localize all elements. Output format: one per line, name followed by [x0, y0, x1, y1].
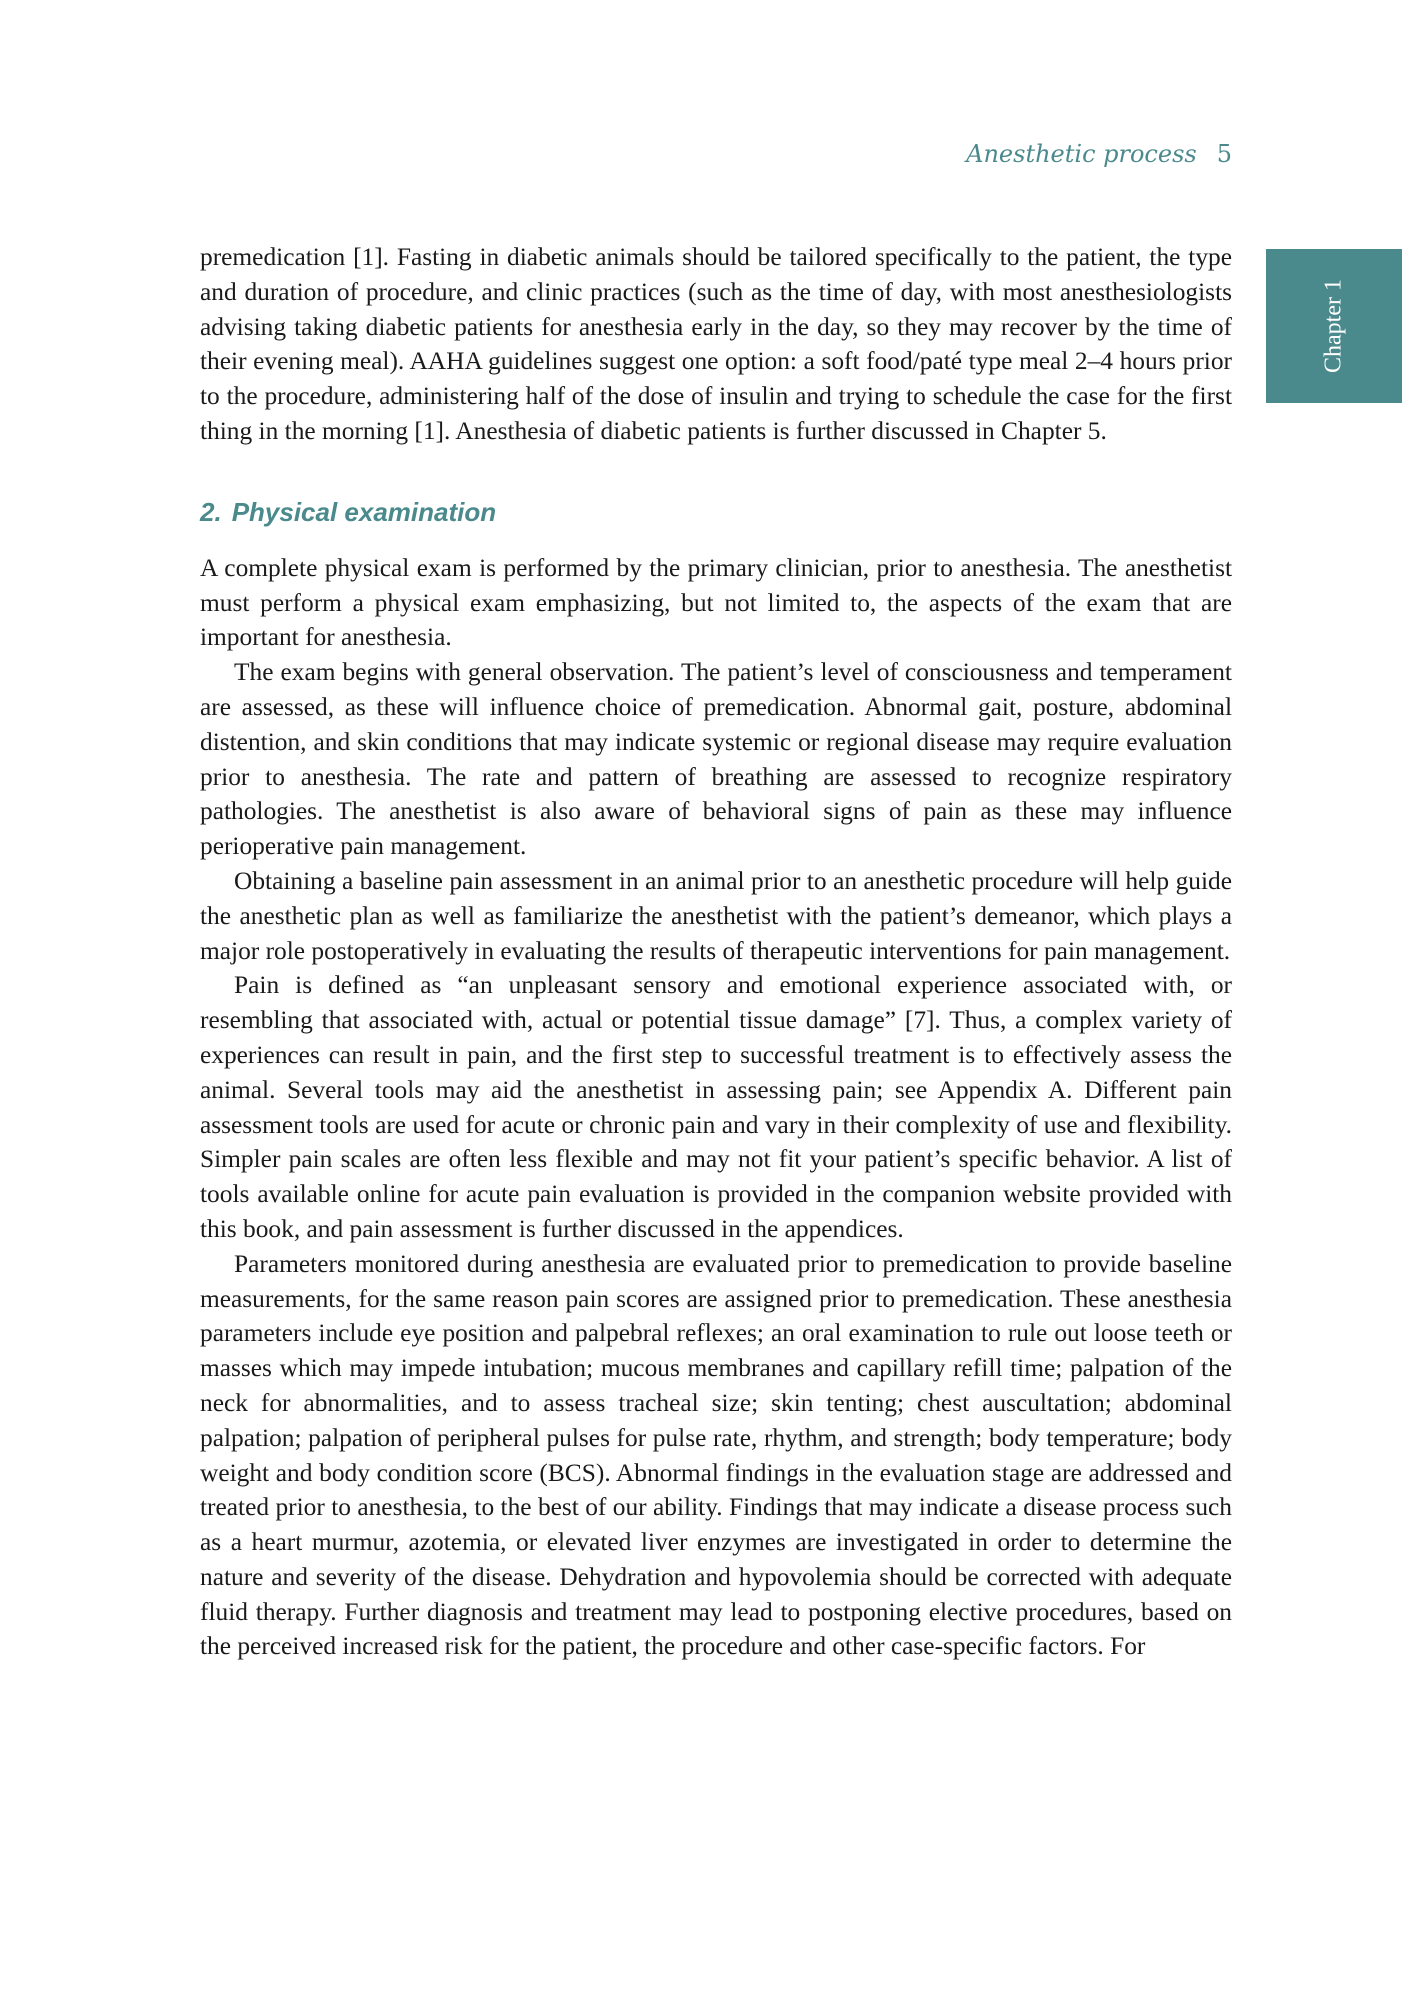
- chapter-tab: [1266, 249, 1402, 403]
- paragraph-pain-definition: Pain is defined as “an unpleasant sensory and emotional experience associated with, or resembling that associated with, actual or potential tissue damage” [7]. Thus, a complex variety of experiences can result in pain, and the first step to successful treatment is to effectively assess the animal. Several tools may aid the anesthetist in assessing pain; see Appendix A. Different pain assessment tools are used for acute or chronic pain and vary in their complexity of use and flexibility. Simpler pain scales are often less flexible and may not fit your patient’s specific behavior. A list of tools available online for acute pain evaluation is provided in the companion website provided with this book, and pain assessment is further discussed in the appendices.: [200, 971, 1232, 1243]
- section-heading: [200, 495, 1232, 529]
- running-head: [966, 140, 1232, 168]
- page-number: 5: [1216, 140, 1232, 168]
- intro-paragraph: premedication [1]. Fasting in diabetic animals should be tailored specifically to the patient, the type and duration of procedure, and clinic practices (such as the time of day, with most anesthesiologists advising taking diabetic patients for anesthesia early in the day, so they may recover by the time of their evening meal). AAHA guidelines suggest one option: a soft food/paté type meal 2–4 hours prior to the procedure, administering half of the dose of insulin and trying to schedule the case for the first thing in the morning [1]. Anesthesia of diabetic patients is further discussed in Chapter 5.: [200, 243, 1232, 445]
- paragraph-baseline-pain: Obtaining a baseline pain assessment in an animal prior to an anesthetic procedure will help guide the anesthetic plan as well as familiarize the anesthetist with the patient’s demeanor, which plays a major role postoperatively in evaluating the results of therapeutic interventions for pain management.: [200, 866, 1232, 965]
- chapter-tab-label: Chapter 1: [1320, 279, 1347, 373]
- running-title: Anesthetic process: [966, 140, 1197, 168]
- paragraph-exam-overview: A complete physical exam is performed by the primary clinician, prior to anesthesia. The anesthetist must perform a physical exam emphasizing, but not limited to, the aspects of the exam that are important for anesthesia.: [200, 553, 1232, 652]
- paragraph-general-observation: The exam begins with general observation. The patient’s level of consciousness and temperament are assessed, as these will influence choice of premedication. Abnormal gait, posture, abdominal distention, and skin conditions that may indicate systemic or regional disease may require evaluation prior to anesthesia. The rate and pattern of breathing are assessed to recognize respiratory pathologies. The anesthetist is also aware of behavioral signs of pain as these may influence perioperative pain management.: [200, 658, 1232, 861]
- section-title: Physical examination: [231, 496, 497, 527]
- body-text: [200, 240, 1232, 1664]
- paragraph-parameters: Parameters monitored during anesthesia are evaluated prior to premedication to provide baseline measurements, for the same reason pain scores are assigned prior to premedication. These anesthesia parameters include eye position and palpebral reflexes; an oral examination to rule out loose teeth or masses which may impede intubation; mucous membranes and capillary refill time; palpation of the neck for abnormalities, and to assess tracheal size; skin tenting; chest auscultation; abdominal palpation; palpation of peripheral pulses for pulse rate, rhythm, and strength; body temperature; body weight and body condition score (BCS). Abnormal findings in the evaluation stage are addressed and treated prior to anesthesia, to the best of our ability. Findings that may indicate a disease process such as a heart murmur, azotemia, or elevated liver enzymes are investigated in order to determine the nature and severity of the disease. Dehydration and hypovolemia should be corrected with adequate fluid therapy. Further diagnosis and treatment may lead to postponing elective procedures, based on the perceived increased risk for the patient, the procedure and other case-specific factors. For: [200, 1249, 1232, 1661]
- section-number: 2.: [200, 496, 222, 527]
